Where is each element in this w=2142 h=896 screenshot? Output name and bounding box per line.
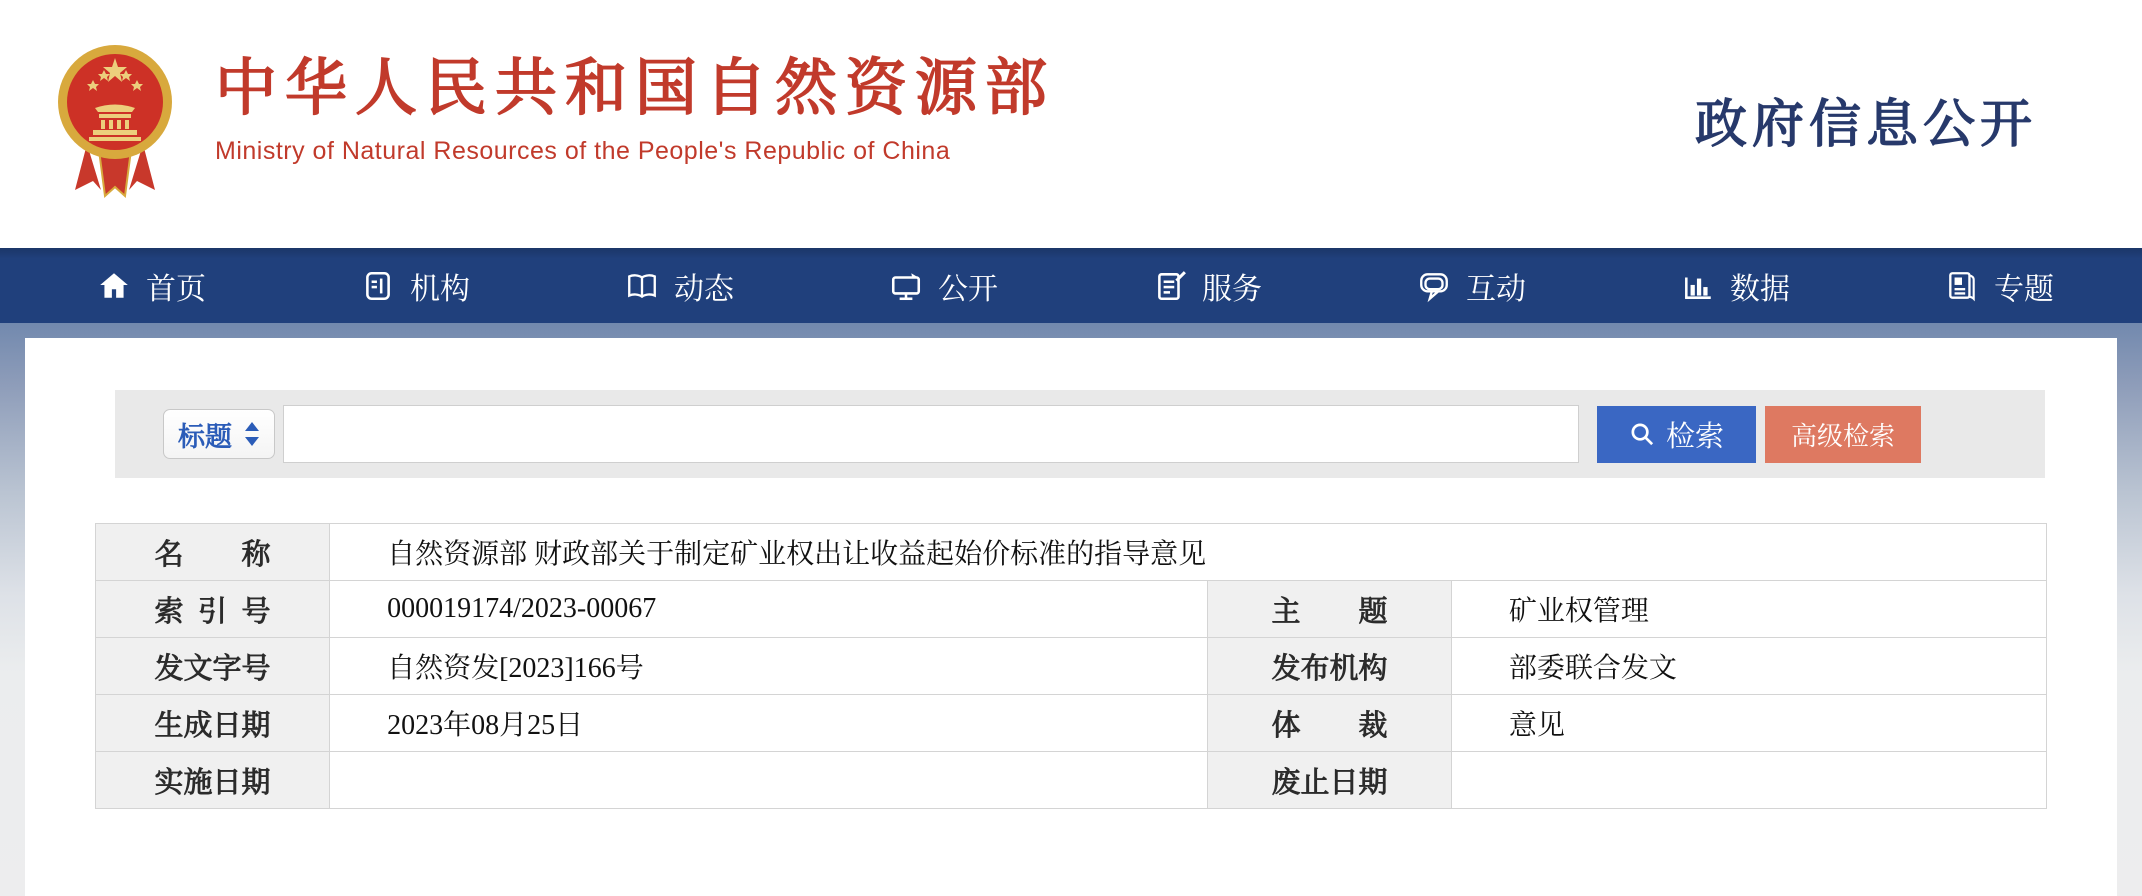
- subject-label: 主题: [1271, 595, 1388, 628]
- table-row: [96, 581, 2047, 638]
- publisher-value-cell: 部委联合发文: [1451, 638, 2046, 695]
- services-icon: [1153, 269, 1187, 303]
- date-abolished-label: 废止日期: [1271, 766, 1388, 799]
- nav-item-topics[interactable]: [1945, 264, 2054, 308]
- search-button-label: 检索: [1665, 420, 1724, 453]
- main-navbar: [0, 248, 2142, 323]
- advanced-search-button-label: 高级检索: [1790, 420, 1895, 451]
- search-bar: [115, 390, 2045, 478]
- national-emblem-icon: [55, 40, 175, 200]
- publisher-label-cell: [1208, 638, 1452, 695]
- genre-label: 体裁: [1271, 709, 1388, 742]
- document-info-table: [95, 523, 2047, 809]
- date-effective-value-cell: [330, 752, 1208, 809]
- content-background: [0, 323, 2142, 896]
- disclosure-icon: [889, 269, 923, 303]
- nav-item-data[interactable]: [1681, 264, 1790, 308]
- nav-item-news[interactable]: [625, 264, 734, 308]
- topics-icon: [1945, 269, 1979, 303]
- publisher-label: 发布机构: [1271, 652, 1388, 685]
- date-abolished-label-cell: [1208, 752, 1452, 809]
- site-subtitle: Ministry of Natural Resources of the People's Republic of China: [215, 137, 951, 166]
- index-no-value-cell: 000019174/2023-00067: [330, 581, 1208, 638]
- subject-value-cell: 矿业权管理: [1451, 581, 2046, 638]
- subject-label-cell: [1208, 581, 1452, 638]
- search-field-selector[interactable]: [163, 409, 275, 459]
- nav-item-label: 数据: [1730, 272, 1790, 306]
- doc-no-label: 发文字号: [154, 652, 271, 685]
- genre-label-cell: [1208, 695, 1452, 752]
- name-value-cell: 自然资源部 财政部关于制定矿业权出让收益起始价标准的指导意见: [330, 524, 2047, 581]
- date-effective-label: 实施日期: [154, 766, 271, 799]
- section-title: 政府信息公开: [1694, 97, 2037, 154]
- date-created-label-cell: [96, 695, 330, 752]
- nav-item-label: 首页: [146, 272, 206, 306]
- date-created-value-cell: 2023年08月25日: [330, 695, 1208, 752]
- site-title-block: [215, 56, 1055, 166]
- nav-item-label: 动态: [674, 272, 734, 306]
- name-label-cell: [96, 524, 330, 581]
- index-no-label: 索引号: [154, 595, 271, 628]
- nav-item-label: 机构: [410, 272, 470, 306]
- nav-item-home[interactable]: [97, 264, 206, 308]
- nav-item-label: 专题: [1994, 272, 2054, 306]
- doc-no-label-cell: [96, 638, 330, 695]
- updown-arrows-icon: [244, 421, 260, 447]
- table-row: [96, 638, 2047, 695]
- site-title: 中华人民共和国自然资源部: [215, 54, 1056, 123]
- site-header: [0, 0, 2142, 248]
- nav-item-label: 公开: [938, 272, 998, 306]
- news-icon: [625, 269, 659, 303]
- nav-item-disclosure[interactable]: [889, 264, 998, 308]
- home-icon: [97, 269, 131, 303]
- search-input[interactable]: [283, 405, 1579, 463]
- magnifier-icon: [1629, 421, 1656, 448]
- nav-item-interaction[interactable]: [1417, 264, 1526, 308]
- name-label: 名称: [154, 538, 271, 571]
- organization-icon: [361, 269, 395, 303]
- advanced-search-button[interactable]: [1765, 406, 1921, 463]
- table-row: [96, 752, 2047, 809]
- table-row: [96, 524, 2047, 581]
- date-abolished-value-cell: [1451, 752, 2046, 809]
- search-field-selector-value: 标题: [178, 421, 232, 452]
- index-no-label-cell: [96, 581, 330, 638]
- doc-no-value-cell: 自然资发[2023]166号: [330, 638, 1208, 695]
- date-created-label: 生成日期: [154, 709, 271, 742]
- date-effective-label-cell: [96, 752, 330, 809]
- nav-item-label: 服务: [1202, 272, 1262, 306]
- nav-item-organization[interactable]: [361, 264, 470, 308]
- data-icon: [1681, 269, 1715, 303]
- table-row: [96, 695, 2047, 752]
- nav-item-services[interactable]: [1153, 264, 1262, 308]
- interaction-icon: [1417, 269, 1451, 303]
- genre-value-cell: 意见: [1451, 695, 2046, 752]
- nav-item-label: 互动: [1466, 272, 1526, 306]
- search-button[interactable]: [1597, 406, 1756, 463]
- content-panel: [25, 338, 2117, 896]
